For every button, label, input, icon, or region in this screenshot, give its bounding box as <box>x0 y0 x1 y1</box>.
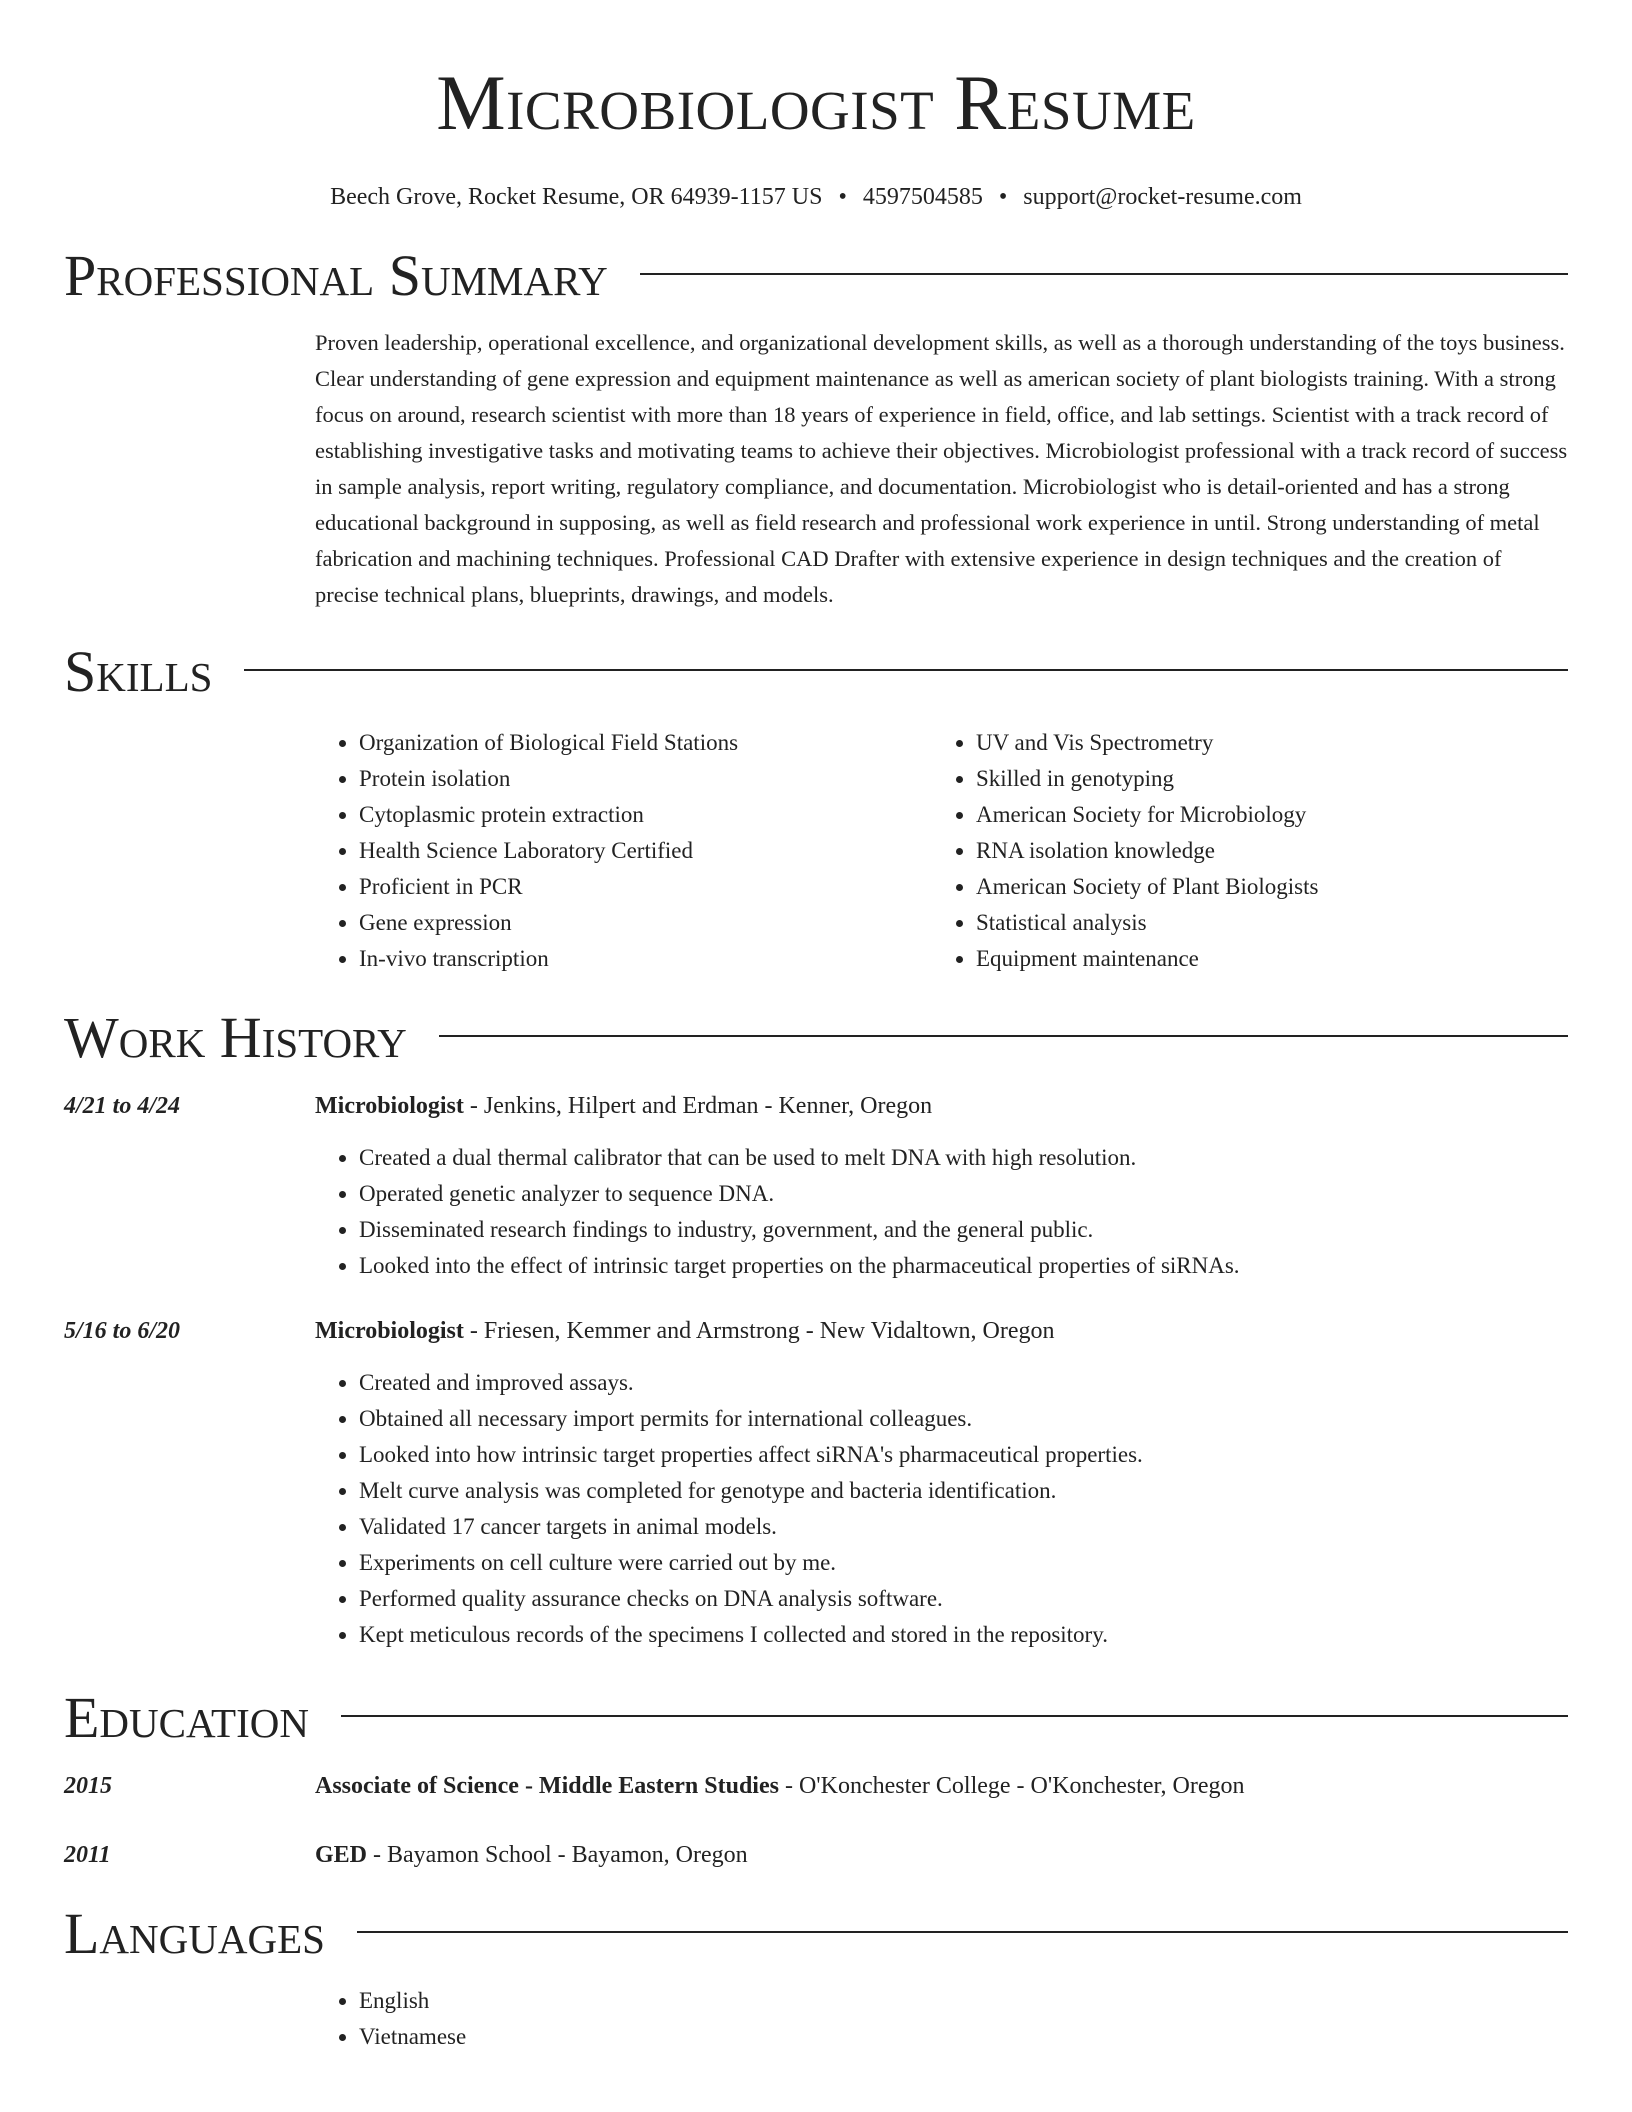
education-entry <box>0 1773 1632 1800</box>
contact-line <box>0 184 1632 211</box>
section-heading-education: Education <box>64 1685 309 1750</box>
education-degree: GED <box>315 1842 368 1868</box>
languages-list <box>315 1983 1568 2055</box>
skill-item: • Statistical analysis <box>976 905 1568 941</box>
section-header <box>64 639 1568 704</box>
section-divider <box>357 1931 1568 1933</box>
section-work-history <box>0 1005 1632 1653</box>
job-bullet: • Obtained all necessary import permits for international colleagues. <box>359 1401 1568 1437</box>
job-bullet: • Disseminated research findings to industry, government, and the general public. <box>359 1212 1568 1248</box>
section-divider <box>244 669 1568 671</box>
contact-address: Beech Grove, Rocket Resume, OR 64939-1157 US <box>330 184 823 210</box>
language-item: • Vietnamese <box>359 2019 1568 2055</box>
job-employer: - Friesen, Kemmer and Armstrong - New Vidaltown, Oregon <box>463 1318 1055 1344</box>
skill-item: • Skilled in genotyping <box>976 761 1568 797</box>
job-dates: 5/16 to 6/20 <box>64 1318 181 1344</box>
skills-list <box>315 725 1568 977</box>
section-education <box>0 1685 1632 1869</box>
job-bullet: • Looked into the effect of intrinsic target properties on the pharmaceutical properties of siRNAs. <box>359 1248 1568 1284</box>
job-bullet: • Looked into how intrinsic target properties affect siRNA's pharmaceutical properties. <box>359 1437 1568 1473</box>
job-entry <box>0 1093 1632 1284</box>
job-bullet: • Validated 17 cancer targets in animal models. <box>359 1509 1568 1545</box>
job-heading <box>315 1318 1055 1345</box>
job-bullets <box>315 1365 1568 1653</box>
section-professional-summary <box>0 243 1632 613</box>
skills-column-left <box>315 725 932 977</box>
section-divider <box>640 273 1568 275</box>
skill-item: • In-vivo transcription <box>359 941 932 977</box>
skill-item: • Organization of Biological Field Stations <box>359 725 932 761</box>
section-heading-summary: Professional Summary <box>64 243 608 308</box>
contact-phone: 4597504585 <box>862 184 983 210</box>
job-bullet: • Kept meticulous records of the specimens I collected and stored in the repository. <box>359 1617 1568 1653</box>
language-item: • English <box>359 1983 1568 2019</box>
skill-item: • UV and Vis Spectrometry <box>976 725 1568 761</box>
job-bullet: • Experiments on cell culture were carried out by me. <box>359 1545 1568 1581</box>
section-header <box>64 1005 1568 1070</box>
section-divider <box>341 1715 1568 1717</box>
job-employer: - Jenkins, Hilpert and Erdman - Kenner, Oregon <box>463 1093 933 1119</box>
education-entry <box>0 1842 1632 1869</box>
job-bullet: • Melt curve analysis was completed for genotype and bacteria identification. <box>359 1473 1568 1509</box>
skill-item: • Cytoplasmic protein extraction <box>359 797 932 833</box>
resume-title: Microbiologist Resume <box>436 59 1196 146</box>
skill-item: • Health Science Laboratory Certified <box>359 833 932 869</box>
education-school: - O'Konchester College - O'Konchester, Oregon <box>778 1773 1245 1799</box>
summary-text: Proven leadership, operational excellence, and organizational development skills, as well as a thorough understanding of the toys business. Clear understanding of gene expression and equipment maintenance as well as american society of plant biologists training. With a strong focus on around, research scientist with more than 18 years of experience in field, office, and lab settings. Scientist with a track record of establishing investigative tasks and motivating teams to achieve their objectives. Microbiologist professional with a track record of success in sample analysis, report writing, regulatory compliance, and documentation. Microbiologist who is detail-oriented and has a strong educational background in supposing, as well as field research and professional work experience in until. Strong understanding of metal fabrication and machining techniques. Professional CAD Drafter with extensive experience in design techniques and the creation of precise technical plans, blueprints, drawings, and models. <box>315 330 1568 607</box>
education-school: - Bayamon School - Bayamon, Oregon <box>367 1842 748 1868</box>
skill-item: • American Society of Plant Biologists <box>976 869 1568 905</box>
contact-separator: • <box>998 184 1008 210</box>
job-bullets <box>315 1140 1568 1284</box>
job-bullet: • Operated genetic analyzer to sequence DNA. <box>359 1176 1568 1212</box>
section-heading-languages: Languages <box>64 1901 325 1966</box>
contact-separator: • <box>838 184 847 210</box>
job-heading <box>315 1093 932 1120</box>
section-divider <box>439 1035 1568 1037</box>
skill-item: • Protein isolation <box>359 761 932 797</box>
job-bullet: • Performed quality assurance checks on DNA analysis software. <box>359 1581 1568 1617</box>
contact-email[interactable]: support@rocket-resume.com <box>1023 184 1302 210</box>
section-heading-skills: Skills <box>64 639 213 704</box>
section-skills <box>0 639 1632 977</box>
job-title: Microbiologist <box>315 1093 464 1119</box>
job-entry <box>0 1318 1632 1653</box>
skill-item: • Gene expression <box>359 905 932 941</box>
section-languages <box>0 1901 1632 2055</box>
education-heading <box>315 1842 748 1869</box>
skill-item: • Equipment maintenance <box>976 941 1568 977</box>
job-bullet: • Created a dual thermal calibrator that can be used to melt DNA with high resolution. <box>359 1140 1568 1176</box>
skill-item: • RNA isolation knowledge <box>976 833 1568 869</box>
job-bullet: • Created and improved assays. <box>359 1365 1568 1401</box>
job-dates: 4/21 to 4/24 <box>64 1093 181 1119</box>
section-heading-work: Work History <box>64 1005 407 1070</box>
education-heading <box>315 1773 1245 1800</box>
education-year: 2015 <box>64 1773 112 1799</box>
section-header <box>64 1901 1568 1966</box>
skill-item: • American Society for Microbiology <box>976 797 1568 833</box>
skills-column-right <box>932 725 1568 977</box>
section-header <box>64 243 1568 308</box>
skill-item: • Proficient in PCR <box>359 869 932 905</box>
section-header <box>64 1685 1568 1750</box>
education-year: 2011 <box>64 1842 111 1868</box>
job-title: Microbiologist <box>315 1318 464 1344</box>
education-degree: Associate of Science - Middle Eastern Studies <box>315 1773 779 1799</box>
